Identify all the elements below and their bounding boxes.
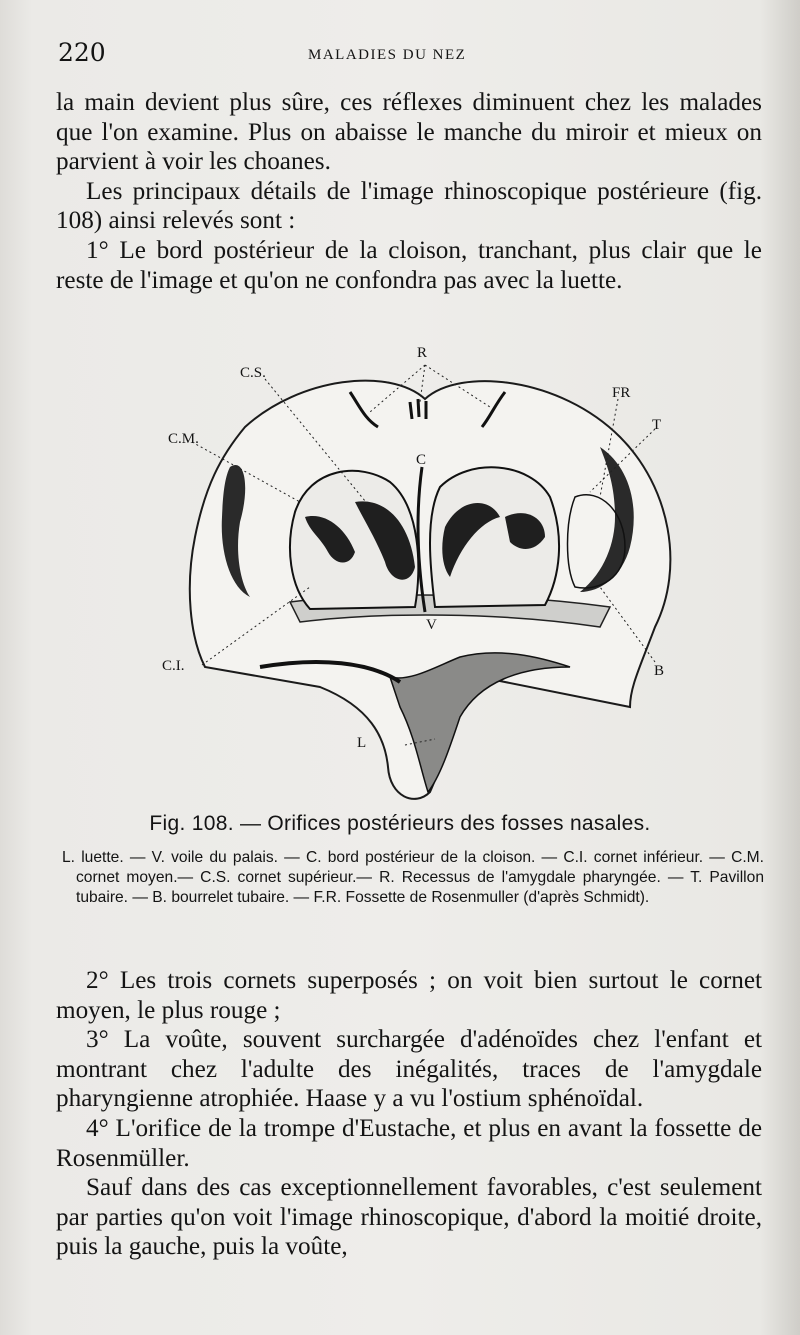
- bottom-text-block: [56, 966, 762, 1262]
- label-r: R: [417, 345, 428, 361]
- figure-caption-title: Fig. 108. — Orifices postérieurs des fosses nasales.: [149, 812, 651, 835]
- top-text-block: [56, 88, 762, 295]
- page-header: [58, 38, 760, 72]
- posterior-nasal-orifices-drawing: [160, 337, 690, 807]
- paragraph: Sauf dans des cas exceptionnellement favorables, c'est seulement par parties qu'on voit l'image rhinoscopique, d'abord la moitié droite, puis la gauche, puis la voûte,: [56, 1174, 762, 1261]
- label-fr: FR: [612, 385, 631, 401]
- page-number: 220: [58, 38, 106, 67]
- legend-text: L. luette. — V. voile du palais. — C. bord postérieur de la cloison. — C.I. cornet inférieur. — C.M. cornet moyen.— C.S. cornet supérieur.— R. Recessus de l'amygdale pharyngée. — T. Pavillon tubaire. — B. bourrelet tubaire. — F.R. Fossette de Rosenmuller (d'après Schmidt).: [62, 849, 764, 906]
- label-t: T: [652, 417, 662, 433]
- label-c: C: [416, 452, 427, 468]
- paragraph: 1° Le bord postérieur de la cloison, tranchant, plus clair que le reste de l'image et qu'on ne confondra pas avec la luette.: [56, 236, 762, 294]
- label-cm: C.M.: [168, 431, 199, 447]
- paragraph: 4° L'orifice de la trompe d'Eustache, et plus en avant la fossette de Rosenmüller.: [56, 1114, 762, 1172]
- paragraph: 2° Les trois cornets superposés ; on voit bien surtout le cornet moyen, le plus rouge ;: [56, 967, 762, 1024]
- label-b: B: [654, 663, 665, 679]
- running-head: MALADIES DU NEZ: [308, 47, 467, 63]
- figure-108-illustration: [160, 337, 690, 807]
- label-v: V: [426, 617, 437, 633]
- paragraph: la main devient plus sûre, ces réflexes diminuent chez les malades que l'on examine. Plus on abaisse le manche du miroir et mieux on parvient à voir les choanes.: [56, 89, 762, 176]
- label-l: L: [357, 735, 367, 751]
- label-ci: C.I.: [162, 658, 185, 674]
- figure-caption-legend: [62, 848, 764, 908]
- paragraph: Les principaux détails de l'image rhinoscopique postérieure (fig. 108) ainsi relevés sont :: [56, 177, 762, 235]
- label-cs: C.S.: [240, 365, 266, 381]
- paragraph: 3° La voûte, souvent surchargée d'adénoïdes chez l'enfant et montrant chez l'adulte des inégalités, traces de l'amygdale pharyngienne atrophiée. Haase y a vu l'ostium sphénoïdal.: [56, 1026, 762, 1113]
